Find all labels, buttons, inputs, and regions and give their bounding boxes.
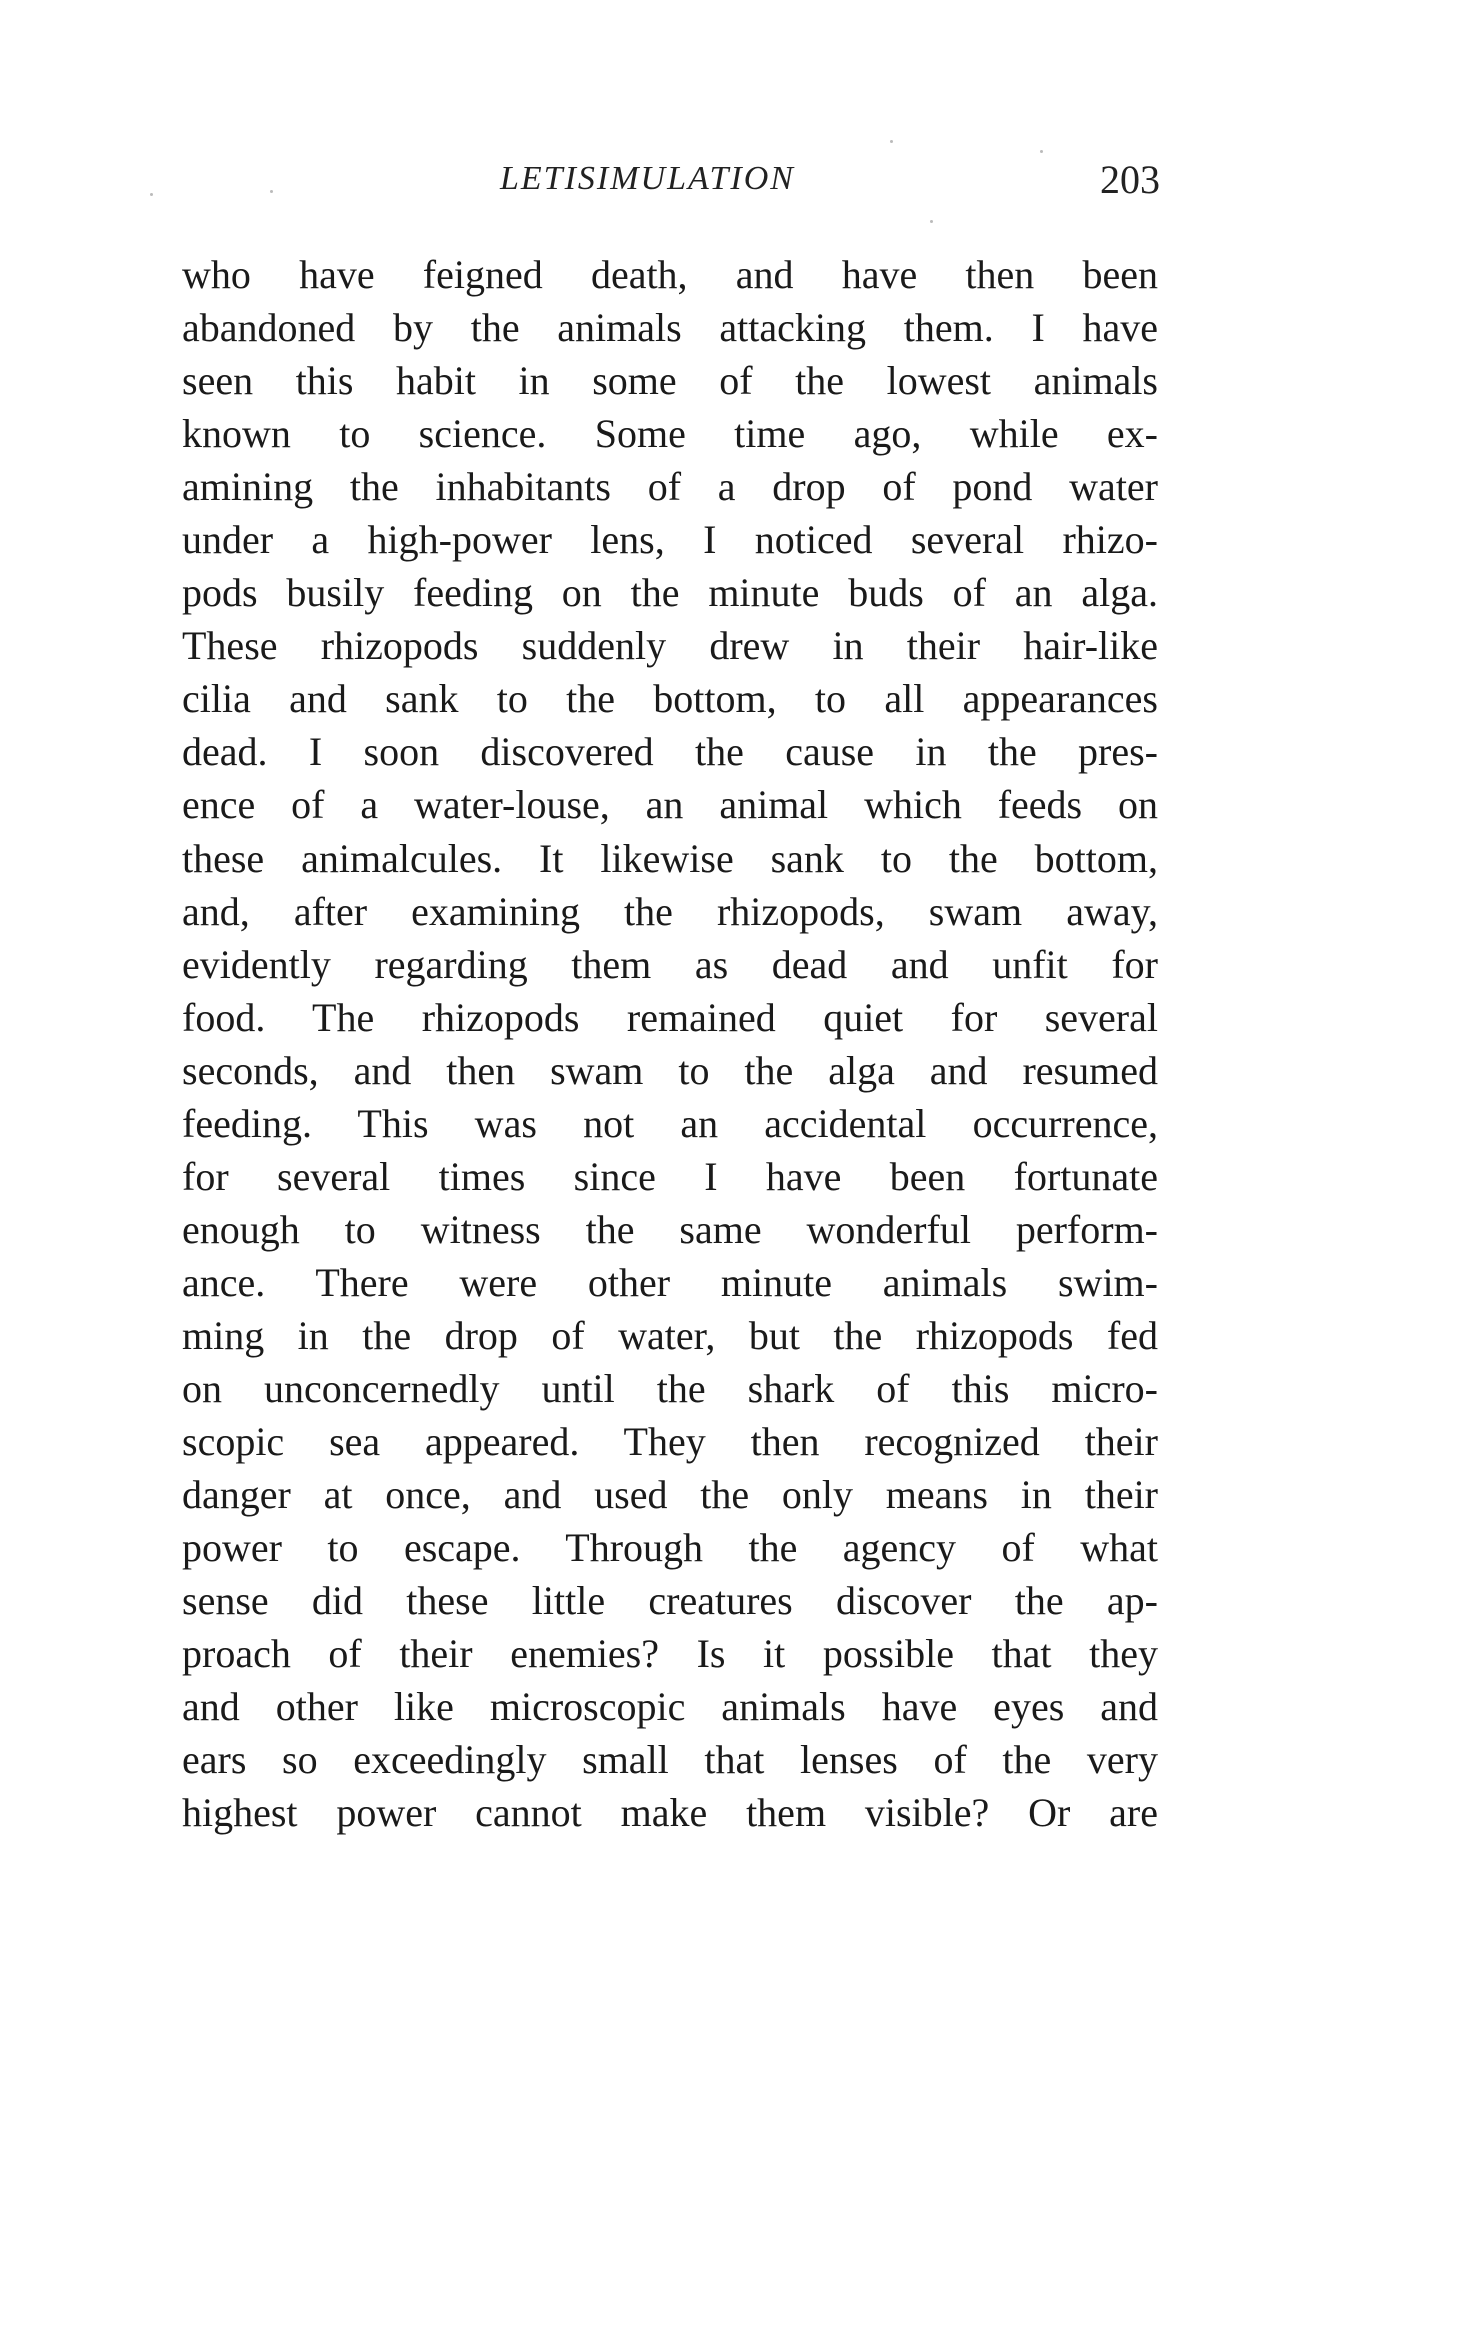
text-line: ence of a water-louse, an animal which feeds on xyxy=(182,782,1158,828)
text-line: and other like microscopic animals have eyes and xyxy=(182,1684,1158,1730)
text-line: dead. I soon discovered the cause in the pres- xyxy=(182,729,1158,775)
text-line: amining the inhabitants of a drop of pond water xyxy=(182,464,1158,510)
text-line: for several times since I have been fortunate xyxy=(182,1153,1158,1199)
running-title: LETISIMULATION xyxy=(500,160,795,197)
text-line: and, after examining the rhizopods, swam away, xyxy=(182,888,1158,934)
text-line: scopic sea appeared. They then recognized their xyxy=(182,1419,1158,1465)
text-line: ance. There were other minute animals swim- xyxy=(182,1259,1158,1305)
text-line: proach of their enemies? Is it possible that they xyxy=(182,1631,1158,1677)
text-line: enough to witness the same wonderful perform- xyxy=(182,1206,1158,1252)
scan-speck xyxy=(890,140,893,143)
text-line: These rhizopods suddenly drew in their hair-like xyxy=(182,623,1158,669)
text-line: these animalcules. It likewise sank to the bottom, xyxy=(182,835,1158,881)
text-line: known to science. Some time ago, while ex- xyxy=(182,411,1158,457)
text-line: under a high-power lens, I noticed several rhizo- xyxy=(182,517,1158,563)
scan-speck xyxy=(930,220,933,223)
running-head xyxy=(180,150,1160,210)
text-line: ming in the drop of water, but the rhizopods fed xyxy=(182,1312,1158,1358)
text-line: seen this habit in some of the lowest animals xyxy=(182,358,1158,404)
scan-speck xyxy=(1040,150,1043,153)
text-line: who have feigned death, and have then been xyxy=(182,252,1158,297)
text-line: food. The rhizopods remained quiet for several xyxy=(182,994,1158,1040)
text-line: evidently regarding them as dead and unfit for xyxy=(182,941,1158,987)
text-line: sense did these little creatures discover the ap- xyxy=(182,1578,1158,1624)
text-line: danger at once, and used the only means in their xyxy=(182,1472,1158,1518)
page-number: 203 xyxy=(1100,157,1160,202)
text-line: seconds, and then swam to the alga and resumed xyxy=(182,1047,1158,1093)
text-line: feeding. This was not an accidental occurrence, xyxy=(182,1100,1158,1146)
scan-speck xyxy=(150,193,153,196)
scan-speck xyxy=(270,190,273,193)
text-line: on unconcernedly until the shark of this micro- xyxy=(182,1365,1158,1411)
text-line: highest power cannot make them visible? Or are xyxy=(182,1790,1158,1836)
text-line: abandoned by the animals attacking them. I have xyxy=(182,305,1158,351)
text-line: cilia and sank to the bottom, to all appearances xyxy=(182,676,1158,722)
text-line: pods busily feeding on the minute buds of an alga. xyxy=(182,570,1158,616)
text-line: power to escape. Through the agency of what xyxy=(182,1525,1158,1571)
body-text xyxy=(182,248,1158,1839)
text-line: ears so exceedingly small that lenses of the very xyxy=(182,1737,1158,1783)
